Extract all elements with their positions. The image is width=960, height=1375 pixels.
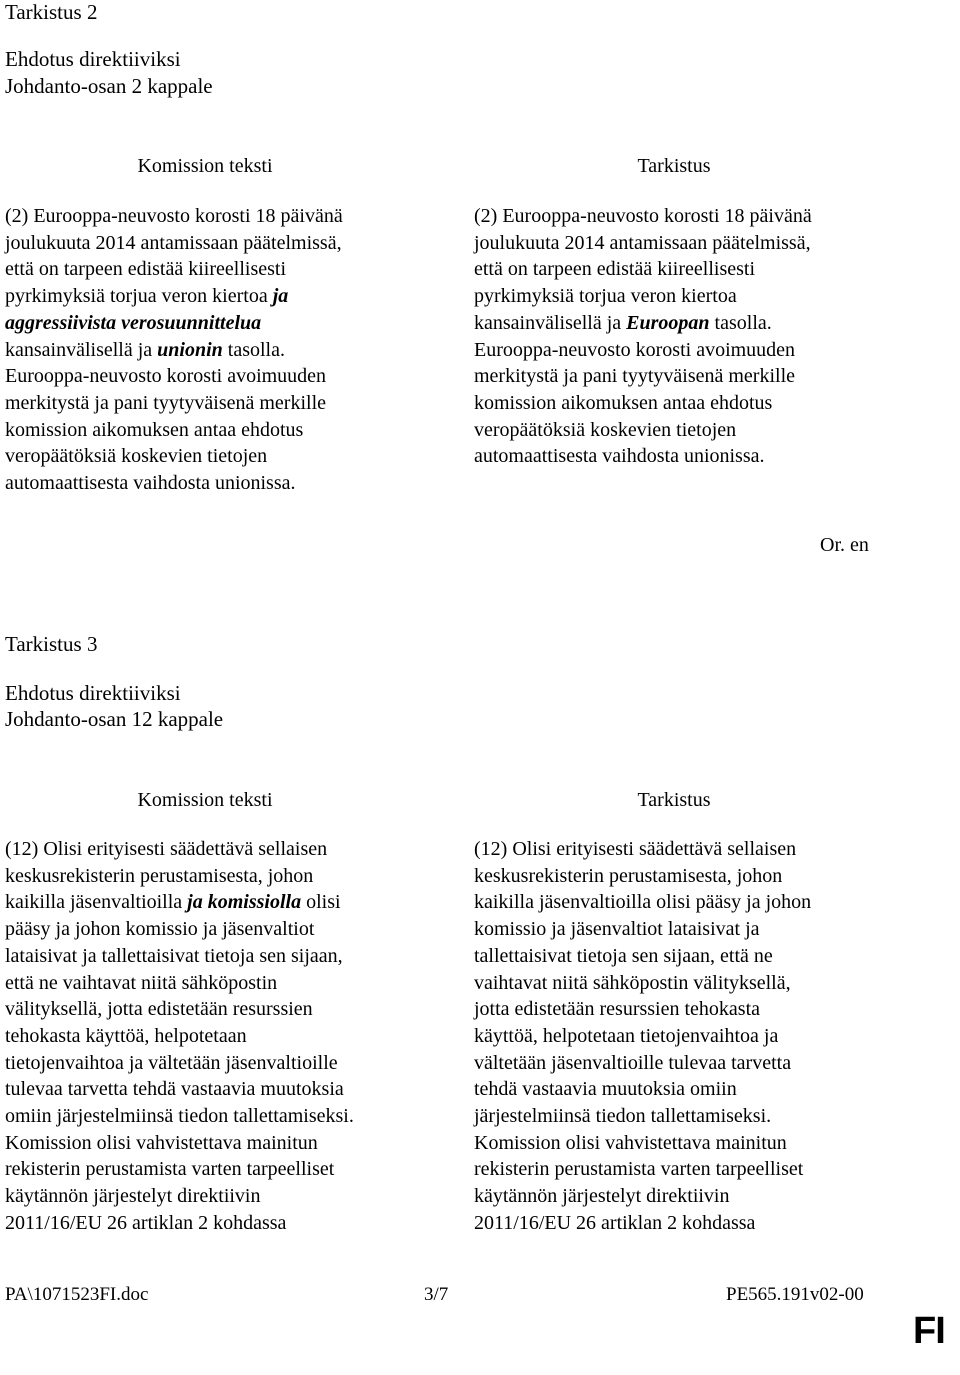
text-line	[474, 889, 811, 916]
text-line	[474, 283, 812, 310]
text-line	[474, 363, 812, 390]
text-run: komissio ja jäsenvaltiot lataisivat ja	[474, 918, 760, 941]
language-mark: FI	[913, 1310, 945, 1352]
text-line	[5, 256, 343, 283]
text-line	[5, 203, 343, 230]
text-run: rekisterin perustamista varten tarpeelliset	[5, 1158, 335, 1181]
amendment-2-amendment-text	[474, 203, 812, 470]
text-run: (12) Olisi erityisesti säädettävä sellaisen	[5, 838, 328, 860]
amendment-2-right-header: Tarkistus	[637, 155, 711, 177]
text-line	[5, 1023, 354, 1050]
text-line	[474, 256, 812, 283]
text-run: käytännön järjestelyt direktiivin	[5, 1185, 261, 1208]
text-line	[5, 363, 343, 390]
amended-text: Euroopan	[626, 311, 710, 334]
text-line	[474, 390, 812, 417]
text-run: keskusrekisterin perustamisesta, johon	[474, 864, 783, 887]
amendment-3-right-header: Tarkistus	[637, 789, 711, 811]
amendment-3-left-header: Komission teksti	[137, 789, 273, 811]
text-line	[5, 337, 343, 364]
text-line	[5, 863, 354, 890]
text-line	[5, 970, 354, 997]
text-line	[5, 1103, 354, 1130]
text-line	[474, 996, 811, 1023]
original-language: Or. en	[820, 534, 869, 556]
text-run: käytännön järjestelyt direktiivin	[474, 1185, 730, 1208]
text-run: komission aikomuksen antaa ehdotus	[5, 418, 304, 441]
text-line	[474, 916, 811, 943]
text-run: olisi	[301, 891, 341, 914]
text-run: kansainvälisellä ja	[5, 338, 158, 361]
text-line	[5, 310, 343, 337]
text-line	[474, 836, 811, 863]
text-run: (2) Eurooppa-neuvosto korosti 18 päivänä	[5, 205, 343, 227]
text-line	[5, 1210, 354, 1237]
text-line	[5, 1183, 354, 1210]
text-line	[5, 390, 343, 417]
text-line	[474, 1023, 811, 1050]
text-run: keskusrekisterin perustamisesta, johon	[5, 864, 314, 887]
text-run: 2011/16/EU 26 artiklan 2 kohdassa	[474, 1211, 756, 1234]
text-run: (12) Olisi erityisesti säädettävä sellaisen	[474, 838, 797, 860]
amendment-3-amendment-text	[474, 836, 811, 1237]
text-run: kaikilla jäsenvaltioilla	[5, 891, 188, 914]
text-run: pyrkimyksiä torjua veron kiertoa	[474, 285, 737, 308]
text-run: käyttöä, helpotetaan tietojenvaihtoa ja	[474, 1024, 779, 1047]
text-line	[5, 443, 343, 470]
text-line	[474, 230, 812, 257]
amendment-3-commission-text	[5, 836, 354, 1237]
text-line	[474, 1076, 811, 1103]
text-run: tehdä vastaavia muutoksia omiin	[474, 1078, 737, 1101]
text-run: 2011/16/EU 26 artiklan 2 kohdassa	[5, 1211, 287, 1234]
text-line	[5, 1050, 354, 1077]
text-run: että on tarpeen edistää kiireellisesti	[474, 258, 755, 281]
text-run: jotta edistetään resurssien tehokasta	[474, 998, 761, 1021]
text-line	[5, 889, 354, 916]
amended-text: aggressiivista verosuunnittelua	[5, 311, 262, 334]
amendment-3-title: Tarkistus 3	[5, 632, 98, 656]
text-run: järjestelmiinsä tiedon tallettamiseksi.	[474, 1105, 772, 1128]
text-run: tasolla.	[222, 338, 285, 361]
text-run: joulukuuta 2014 antamissaan päätelmissä,	[5, 231, 342, 254]
text-run: komission aikomuksen antaa ehdotus	[474, 391, 773, 414]
text-run: rekisterin perustamista varten tarpeelliset	[474, 1158, 804, 1181]
text-line	[5, 283, 343, 310]
amendment-2-title: Tarkistus 2	[5, 0, 98, 24]
footer-pe-ref: PE565.191v02-00	[726, 1284, 864, 1305]
text-run: pyrkimyksiä torjua veron kiertoa	[5, 285, 273, 308]
text-run: Komission olisi vahvistettava mainitun	[5, 1131, 318, 1154]
text-line	[5, 470, 343, 497]
text-line	[474, 310, 812, 337]
text-run: Eurooppa-neuvosto korosti avoimuuden	[474, 338, 796, 361]
text-run: merkitystä ja pani tyytyväisenä merkille	[5, 391, 327, 414]
amendment-3-proposal: Ehdotus direktiiviksi	[5, 681, 181, 705]
text-line	[474, 337, 812, 364]
text-run: Komission olisi vahvistettava mainitun	[474, 1131, 787, 1154]
text-run: tietojenvaihtoa ja vältetään jäsenvaltioille	[5, 1051, 338, 1074]
text-run: automaattisesta vaihdosta unionissa.	[5, 472, 296, 495]
text-run: että ne vaihtavat niitä sähköpostin	[5, 971, 278, 994]
text-run: Eurooppa-neuvosto korosti avoimuuden	[5, 365, 327, 388]
text-line	[5, 836, 354, 863]
text-line	[474, 1130, 811, 1157]
text-run: lataisivat ja tallettaisivat tietoja sen sijaan,	[5, 944, 343, 967]
text-line	[5, 1076, 354, 1103]
amended-text: unionin	[157, 338, 223, 361]
text-line	[474, 417, 812, 444]
footer-doc-ref: PA\1071523FI.doc	[5, 1284, 149, 1305]
text-line	[474, 863, 811, 890]
text-line	[474, 970, 811, 997]
text-line	[474, 1103, 811, 1130]
amended-text: ja	[272, 285, 289, 308]
text-run: tulevaa tarvetta tehdä vastaavia muutoksia	[5, 1078, 344, 1101]
text-run: omiin järjestelmiinsä tiedon tallettamiseksi.	[5, 1105, 354, 1128]
text-line	[474, 943, 811, 970]
text-run: tallettaisivat tietoja sen sijaan, että ne	[474, 944, 773, 967]
text-line	[5, 1130, 354, 1157]
text-run: merkitystä ja pani tyytyväisenä merkille	[474, 365, 796, 388]
text-run: (2) Eurooppa-neuvosto korosti 18 päivänä	[474, 205, 812, 227]
amendment-3-article: Johdanto-osan 12 kappale	[5, 707, 224, 731]
text-line	[474, 1183, 811, 1210]
amendment-2-article: Johdanto-osan 2 kappale	[5, 74, 213, 98]
amendment-2-proposal: Ehdotus direktiiviksi	[5, 47, 181, 71]
text-run: vaihtavat niitä sähköpostin välityksellä,	[474, 971, 791, 994]
text-line	[474, 1156, 811, 1183]
text-line	[5, 996, 354, 1023]
text-run: veropäätöksiä koskevien tietojen	[5, 445, 268, 468]
text-run: pääsy ja johon komissio ja jäsenvaltiot	[5, 918, 315, 941]
text-run: tasolla.	[709, 311, 772, 334]
text-line	[5, 1156, 354, 1183]
text-run: kansainvälisellä ja	[474, 311, 627, 334]
amended-text: ja komissiolla	[187, 891, 302, 914]
text-run: joulukuuta 2014 antamissaan päätelmissä,	[474, 231, 811, 254]
text-run: automaattisesta vaihdosta unionissa.	[474, 445, 765, 468]
text-line	[474, 1050, 811, 1077]
text-line	[474, 443, 812, 470]
text-run: välityksellä, jotta edistetään resurssien	[5, 998, 313, 1021]
text-run: vältetään jäsenvaltioille tulevaa tarvetta	[474, 1051, 792, 1074]
amendment-2-commission-text	[5, 203, 343, 497]
footer-page-number: 3/7	[424, 1284, 449, 1305]
text-line	[5, 916, 354, 943]
text-run: veropäätöksiä koskevien tietojen	[474, 418, 737, 441]
text-line	[5, 230, 343, 257]
text-line	[474, 203, 812, 230]
amendment-2-left-header: Komission teksti	[137, 155, 273, 177]
text-line	[5, 417, 343, 444]
text-run: että on tarpeen edistää kiireellisesti	[5, 258, 286, 281]
text-run: kaikilla jäsenvaltioilla olisi pääsy ja johon	[474, 891, 812, 914]
text-line	[474, 1210, 811, 1237]
text-line	[5, 943, 354, 970]
text-run: tehokasta käyttöä, helpotetaan	[5, 1024, 247, 1047]
